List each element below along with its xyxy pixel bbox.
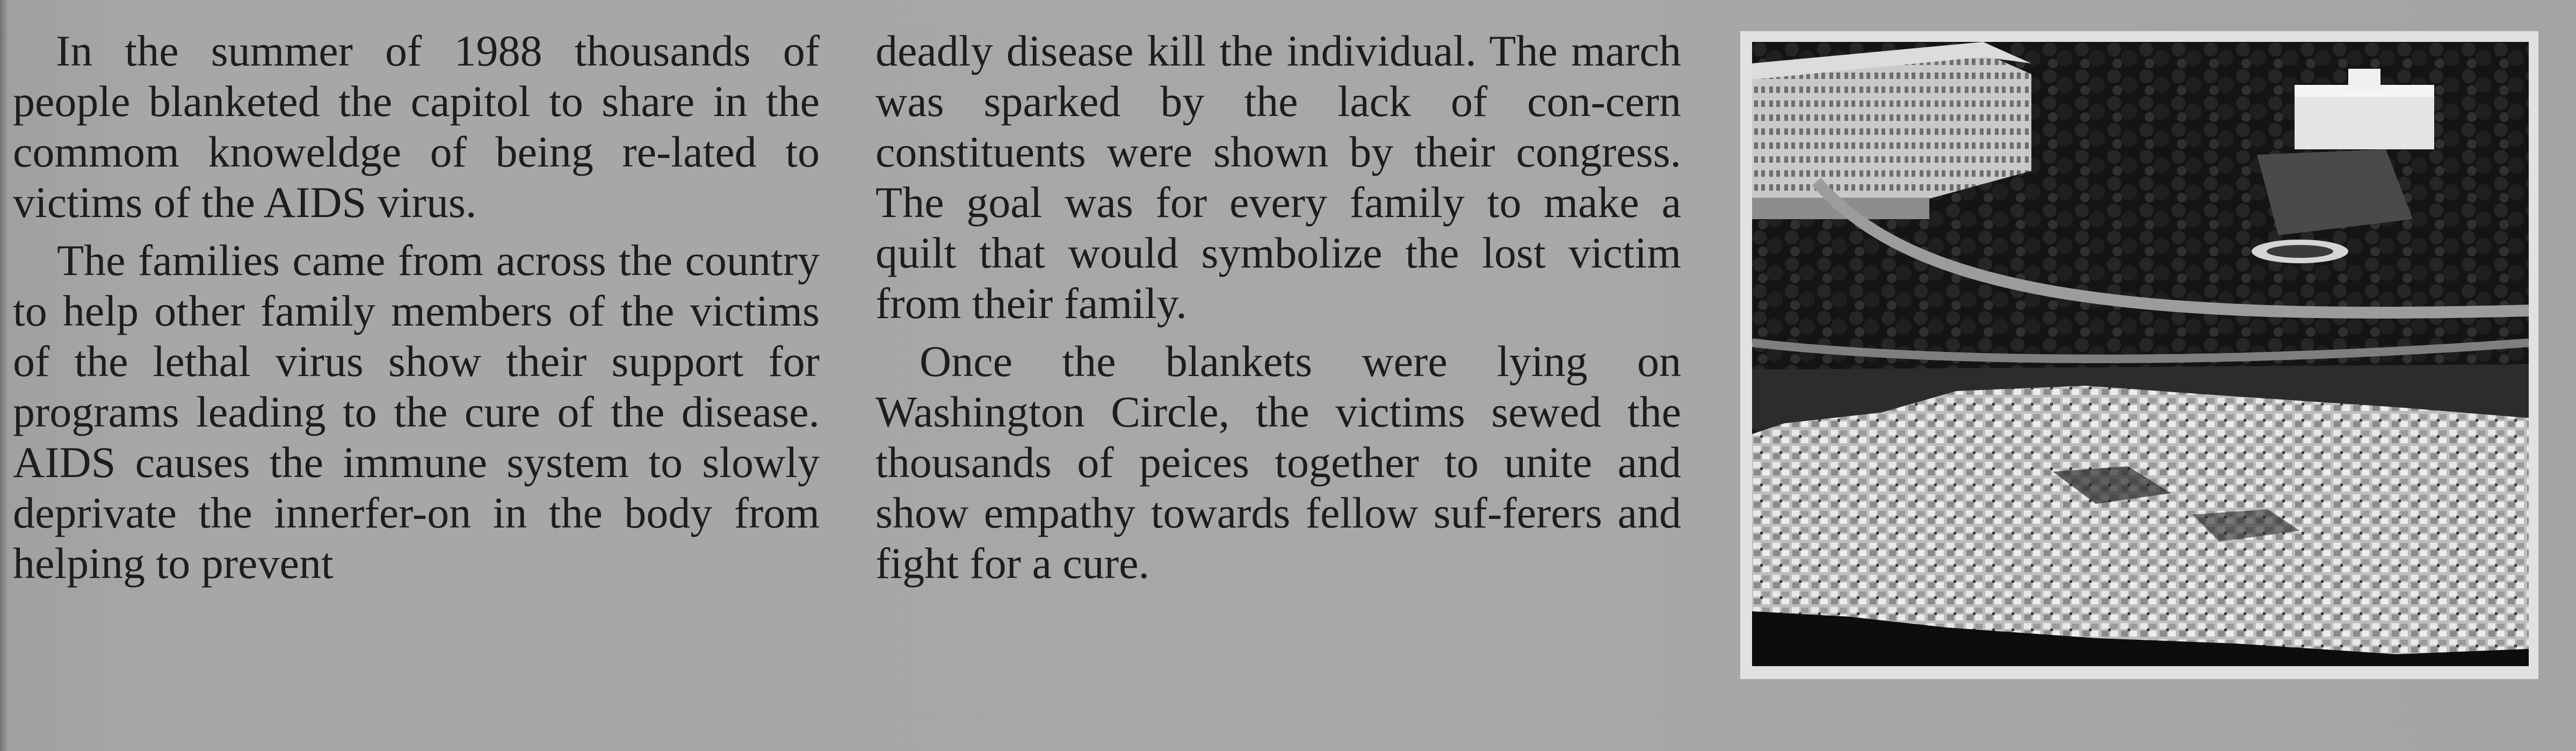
- article-paragraph: The families came from across the country to help other family members of the victims of the lethal virus show their support for programs leading to the cure of the disease. AIDS causes the immune system to slowly deprivate the innerfer-on in the body from helping to prevent: [13, 236, 820, 588]
- photo-frame: [1740, 31, 2538, 679]
- article-paragraph: In the summer of 1988 thousands of people blanketed the capitol to share in the commom knoweldge of being re-lated to victims of the AIDS virus.: [13, 26, 820, 227]
- article-paragraph: Once the blankets were lying on Washington Circle, the victims sewed the thousands of peices together to unite and show empathy towards fellow suf-ferers and fight for a cure.: [875, 337, 1681, 588]
- article-paragraph: deadly disease kill the individual. The march was sparked by the lack of con-cern constituents were shown by their congress. The goal was for every family to make a quilt that would symbolize the lost victim from their family.: [875, 26, 1681, 328]
- article-column-left: [13, 26, 820, 596]
- aerial-photo-icon: [1752, 42, 2529, 666]
- article-column-middle: [875, 26, 1681, 596]
- binding-edge: [0, 0, 8, 751]
- aerial-photo: [1752, 42, 2529, 666]
